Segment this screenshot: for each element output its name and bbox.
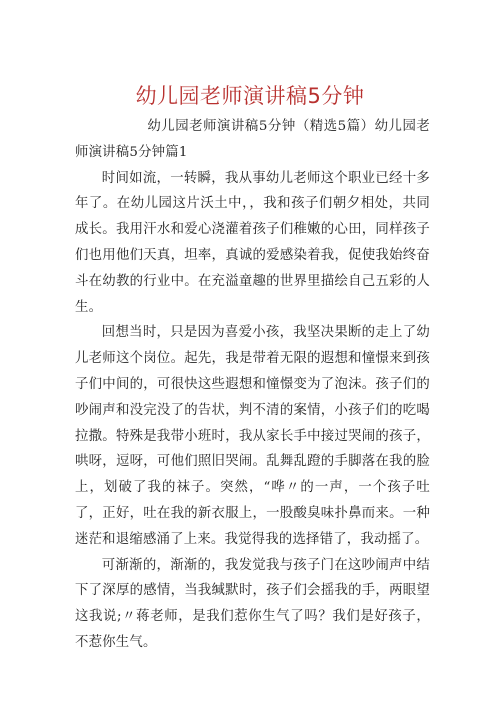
body-paragraph: 回想当时，只是因为喜爱小孩，我坚决果断的走上了幼儿老师这个岗位。起先，我是带着无限的遐想和憧憬来到孩子们中间的，可很快这些遐想和憧憬变为了泡沫。孩子们的吵闹声和没完没了的告状，判不清的案情，小孩子们的吃喝拉撒。特殊是我带小班时，我从家长手中接过哭闹的孩子，哄呀，逗呀，可他们照旧哭闹。乱舞乱蹬的手脚落在我的脸上，划破了我的袜子。突然，“哗〃的一声，一个孩子吐了，正好，吐在我的新衣服上，一股酸臭味扑鼻而来。一种迷茫和退缩感涌了上来。我觉得我的选择错了，我动摇了。 [75,325,430,547]
body-paragraph: 时间如流，一转瞬，我从事幼儿老师这个职业已经十多年了。在幼儿园这片沃土中，，我和孩子们朝夕相处，共同成长。我用汗水和爱心浇灌着孩子们稚嫩的心田，同样孩子们也用他们天真，坦率，真诚的爱感染着我，促使我始终奋斗在幼教的行业中。在充溢童趣的世界里描绘自己五彩的人生。 [75,170,430,315]
subtitle-paragraph: 幼儿园老师演讲稿5分钟（精选5篇）幼儿园老师演讲稿5分钟篇1 [75,119,430,160]
body-paragraph: 可渐渐的，渐渐的，我发觉我与孩子门在这吵闹声中结下了深厚的感情，当我缄默时，孩子们会摇我的手，两眼望这我说;〃蒋老师，是我们惹你生气了吗？我们是好孩子，不惹你生气。 [75,557,430,650]
document-body [75,114,430,656]
document-title: 幼儿园老师演讲稿5分钟 [135,84,365,108]
